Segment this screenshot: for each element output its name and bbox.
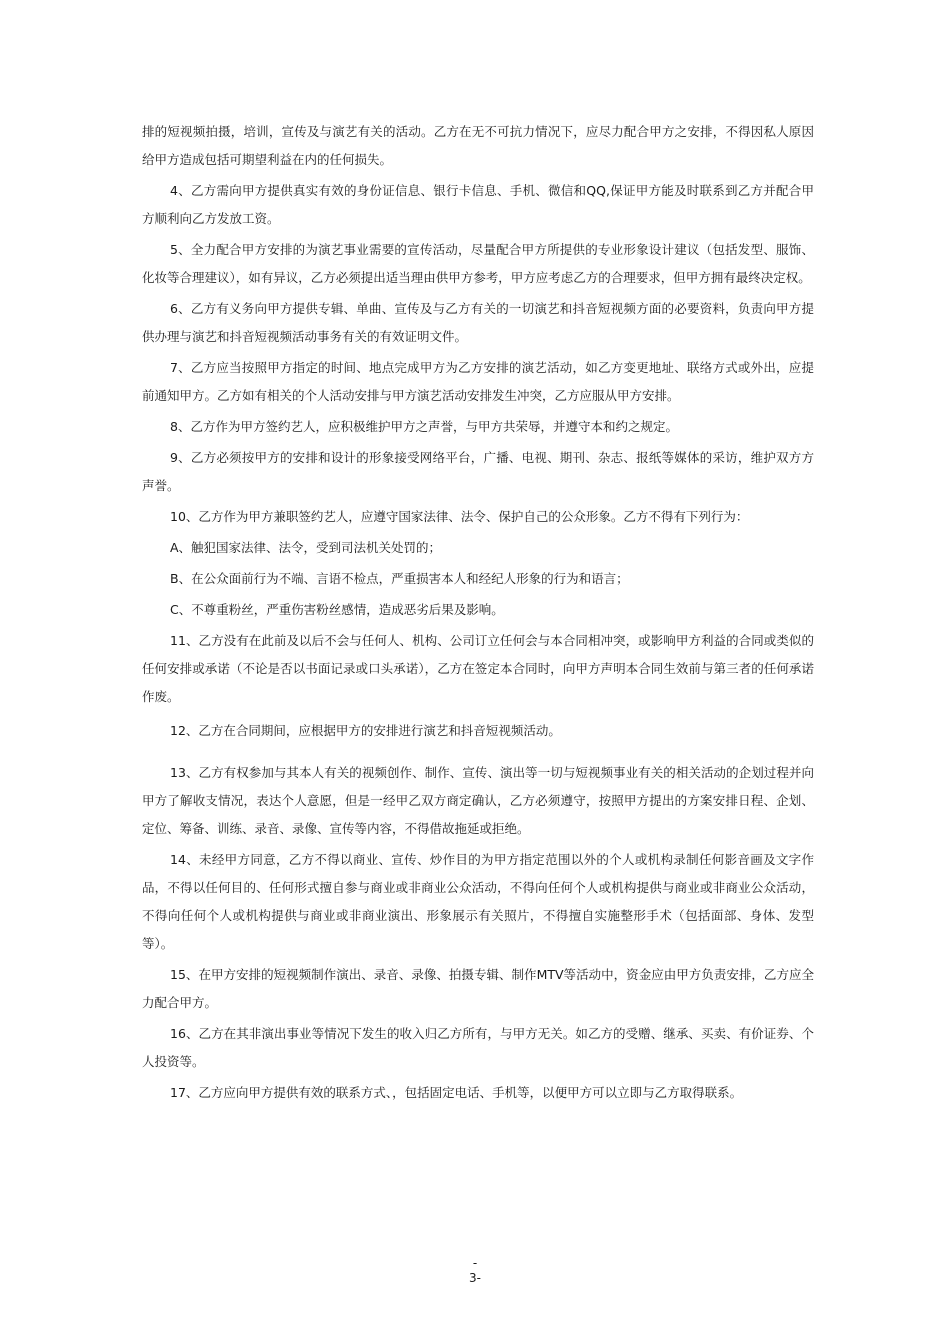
paragraph: A、触犯国家法律、法令，受到司法机关处罚的； — [170, 540, 442, 555]
paragraph: 11、乙方没有在此前及以后不会与任何人、机构、公司订立任何会与本合同相冲突，或影响甲方利益的合同或类似的任何安排或承诺（不论是否以书面记录或口头承诺），乙方在签定本合同时，向甲方声明本合同生效前与第三者的任何承诺作废。 — [142, 633, 814, 704]
paragraph: 10、乙方作为甲方兼职签约艺人，应遵守国家法律、法令、保护自己的公众形象。乙方不得有下列行为： — [170, 509, 749, 524]
paragraph: 9、乙方必须按甲方的安排和设计的形象接受网络平台，广播、电视、期刊、杂志、报纸等媒体的采访，维护双方方声誉。 — [142, 450, 814, 493]
paragraph: 8、乙方作为甲方签约艺人，应积极维护甲方之声誉，与甲方共荣辱，并遵守本和约之规定。 — [170, 419, 678, 434]
paragraph: 14、未经甲方同意，乙方不得以商业、宣传、炒作目的为甲方指定范围以外的个人或机构录制任何影音画及文字作品，不得以任何目的、任何形式擅自参与商业或非商业公众活动，不得向任何个人或机构提供与商业或非商业公众活动，不得向任何个人或机构提供与商业或非商业演出、形象展示有关照片，不得擅自实施整形手术（包括面部、身体、发型等）。 — [142, 852, 814, 951]
paragraph: 6、乙方有义务向甲方提供专辑、单曲、宣传及与乙方有关的一切演艺和抖音短视频方面的必要资料，负责向甲方提供办理与演艺和抖音短视频活动事务有关的有效证明文件。 — [142, 301, 814, 344]
paragraph: C、不尊重粉丝，严重伤害粉丝感情，造成恶劣后果及影响。 — [170, 602, 504, 617]
paragraph: 排的短视频拍摄，培训，宣传及与演艺有关的活动。乙方在无不可抗力情况下，应尽力配合甲方之安排，不得因私人原因给甲方造成包括可期望利益在内的任何损失。 — [142, 124, 814, 167]
paragraph: 12、乙方在合同期间，应根据甲方的安排进行演艺和抖音短视频活动。 — [170, 723, 561, 738]
page-number: 3- — [469, 1271, 481, 1285]
paragraph: 16、乙方在其非演出事业等情况下发生的收入归乙方所有，与甲方无关。如乙方的受赠、继承、买卖、有价证券、个人投资等。 — [142, 1026, 814, 1069]
footer-dash: - — [472, 1256, 478, 1270]
paragraph: 7、乙方应当按照甲方指定的时间、地点完成甲方为乙方安排的演艺活动，如乙方变更地址、联络方式或外出，应提前通知甲方。乙方如有相关的个人活动安排与甲方演艺活动安排发生冲突，乙方应服从甲方安排。 — [142, 360, 814, 403]
paragraph: 5、全力配合甲方安排的为演艺事业需要的宣传活动，尽量配合甲方所提供的专业形象设计建议（包括发型、服饰、化妆等合理建议），如有异议，乙方必须提出适当理由供甲方参考，甲方应考虑乙方的合理要求，但甲方拥有最终决定权。 — [142, 242, 814, 285]
contract-body — [142, 118, 814, 1107]
paragraph: 17、乙方应向甲方提供有效的联系方式、，包括固定电话、手机等，以便甲方可以立即与乙方取得联系。 — [170, 1085, 743, 1100]
paragraph: 15、在甲方安排的短视频制作演出、录音、录像、拍摄专辑、制作MTV等活动中，资金应由甲方负责安排，乙方应全力配合甲方。 — [142, 967, 814, 1010]
paragraph: 13、乙方有权参加与其本人有关的视频创作、制作、宣传、演出等一切与短视频事业有关的相关活动的企划过程并向甲方了解收支情况，表达个人意愿，但是一经甲乙双方商定确认，乙方必须遵守，按照甲方提出的方案安排日程、企划、定位、筹备、训练、录音、录像、宣传等内容，不得借故拖延或拒绝。 — [142, 765, 814, 836]
paragraph: 4、乙方需向甲方提供真实有效的身份证信息、银行卡信息、手机、微信和QQ,保证甲方能及时联系到乙方并配合甲方顺利向乙方发放工资。 — [142, 183, 814, 226]
paragraph: B、在公众面前行为不端、言语不检点，严重损害本人和经纪人形象的行为和语言； — [170, 571, 629, 586]
